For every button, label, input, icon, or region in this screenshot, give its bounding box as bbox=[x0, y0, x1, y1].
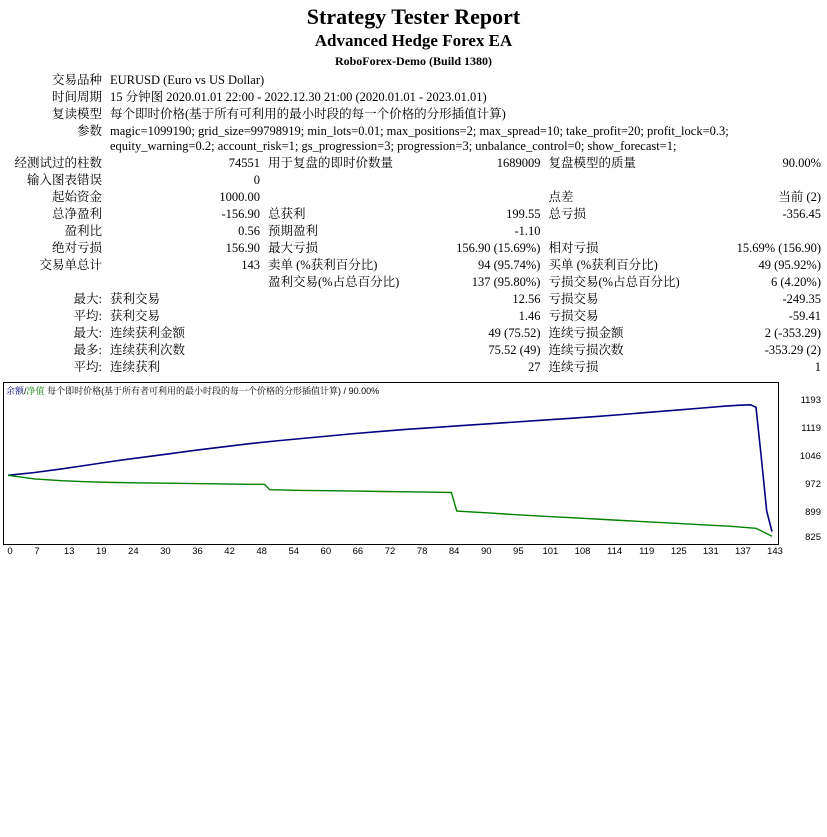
y-tick: 1119 bbox=[801, 423, 821, 434]
average-profit-value: 1.46 bbox=[518, 309, 541, 323]
stats-table bbox=[2, 155, 825, 376]
x-tick: 24 bbox=[128, 546, 139, 557]
total-trades-label: 交易单总计 bbox=[39, 258, 102, 272]
table-row bbox=[2, 206, 825, 223]
table-row bbox=[2, 172, 825, 189]
x-tick: 0 bbox=[7, 546, 13, 557]
table-row bbox=[2, 257, 825, 274]
x-tick: 54 bbox=[288, 546, 300, 557]
table-row bbox=[2, 240, 825, 257]
gross-loss-value: -356.45 bbox=[782, 207, 821, 221]
relative-drawdown-value: 15.69% (156.90) bbox=[736, 241, 821, 255]
gross-profit-label: 总获利 bbox=[268, 207, 306, 221]
table-row bbox=[2, 155, 825, 172]
avg-consecutive-wins-label: 连续获利 bbox=[110, 360, 161, 374]
bars-value: 74551 bbox=[228, 156, 260, 170]
x-tick: 78 bbox=[416, 546, 428, 557]
ea-name: Advanced Hedge Forex EA bbox=[314, 31, 513, 50]
max-consecutive-wins-label: 连续获利金额 bbox=[110, 326, 186, 340]
x-tick: 13 bbox=[63, 546, 75, 557]
x-tick: 95 bbox=[513, 546, 524, 557]
chart-plot-area bbox=[3, 382, 779, 545]
x-tick: 143 bbox=[767, 546, 783, 557]
largest-loss-value: -249.35 bbox=[782, 292, 821, 306]
mismatch-value: 0 bbox=[253, 173, 260, 187]
avg-consecutive-losses-value: 1 bbox=[814, 360, 821, 374]
table-row bbox=[2, 342, 825, 359]
profit-factor-label: 盈利比 bbox=[64, 224, 102, 238]
average-label: 平均: bbox=[73, 309, 102, 323]
total-net-profit-value: -156.90 bbox=[221, 207, 260, 221]
short-positions-value: 94 (95.74%) bbox=[477, 258, 541, 272]
model-label: 复读模型 bbox=[51, 107, 102, 121]
chart-legend bbox=[6, 384, 379, 397]
gross-profit-value: 199.55 bbox=[506, 207, 541, 221]
legend-balance: 余额 bbox=[6, 386, 25, 396]
maximal-consecutive-profit-value: 75.52 (49) bbox=[488, 343, 541, 357]
y-tick: 1046 bbox=[799, 451, 821, 462]
table-row bbox=[2, 325, 825, 342]
x-tick: 131 bbox=[702, 546, 719, 557]
period-label: 时间周期 bbox=[51, 90, 102, 104]
equity-chart bbox=[3, 382, 824, 559]
x-tick: 72 bbox=[384, 546, 396, 557]
y-tick: 972 bbox=[805, 479, 821, 490]
y-tick: 825 bbox=[805, 532, 821, 543]
profit-factor-value: 0.56 bbox=[238, 224, 260, 238]
loss-trades-value: 6 (4.20%) bbox=[771, 275, 821, 289]
initial-deposit-label: 起始资金 bbox=[51, 190, 102, 204]
maximal-consecutive-profit-label: 连续获利次数 bbox=[110, 343, 186, 357]
profit-trades-value: 137 (95.80%) bbox=[471, 275, 541, 289]
page-title: Strategy Tester Report bbox=[306, 4, 521, 29]
table-row bbox=[2, 189, 825, 206]
gross-loss-label: 总亏损 bbox=[548, 207, 586, 221]
chart-svg bbox=[4, 383, 778, 544]
x-tick: 30 bbox=[160, 546, 171, 557]
legend-separator: / bbox=[24, 386, 27, 396]
symbol-value: EURUSD (Euro vs US Dollar) bbox=[110, 73, 265, 87]
parameters-line-2: equity_warning=0.2; account_risk=1; gs_progression=3; progression=3; unbalance_control=0; show_forecast=1; bbox=[110, 139, 677, 153]
maximal-drawdown-label: 最大亏损 bbox=[268, 241, 319, 255]
short-positions-label: 卖单 (%获利百分比) bbox=[268, 258, 378, 272]
x-tick: 137 bbox=[734, 546, 751, 557]
x-tick: 66 bbox=[352, 546, 364, 557]
profit-trades-label: 盈利交易(%占总百分比) bbox=[268, 275, 400, 289]
table-row bbox=[2, 308, 825, 325]
expected-payoff-value: -1.10 bbox=[514, 224, 541, 238]
average-profit-label: 获利交易 bbox=[110, 309, 161, 323]
largest-profit-value: 12.56 bbox=[512, 292, 541, 306]
table-row bbox=[2, 359, 825, 376]
x-tick: 42 bbox=[224, 546, 235, 557]
spread-value: 当前 (2) bbox=[778, 190, 821, 204]
x-tick: 19 bbox=[95, 546, 107, 557]
expected-payoff-label: 预期盈利 bbox=[268, 224, 319, 238]
max-consecutive-losses-value: 2 (-353.29) bbox=[764, 326, 821, 340]
maximum-label: 最大: bbox=[73, 326, 102, 340]
long-positions-label: 买单 (%获利百分比) bbox=[548, 258, 658, 272]
x-tick: 101 bbox=[542, 546, 559, 557]
ticks-label: 用于复盘的即时价数量 bbox=[268, 156, 394, 170]
period-value: 15 分钟图 2020.01.01 22:00 - 2022.12.30 21:00 (2020.01.01 - 2023.01.01) bbox=[110, 90, 487, 104]
avg-label: 平均: bbox=[73, 360, 102, 374]
avg-consecutive-wins-value: 27 bbox=[527, 360, 541, 374]
ticks-value: 1689009 bbox=[496, 156, 541, 170]
x-tick: 90 bbox=[480, 546, 492, 557]
maximal-consecutive-loss-value: -353.29 (2) bbox=[764, 343, 821, 357]
x-tick: 7 bbox=[34, 546, 40, 557]
long-positions-value: 49 (95.92%) bbox=[758, 258, 821, 272]
x-tick: 119 bbox=[639, 546, 655, 557]
table-row bbox=[2, 123, 825, 155]
spread-label: 点差 bbox=[548, 190, 574, 204]
legend-model-text: 每个即时价格(基于所有者可利用的最小时段的每一个价格的分形插值计算) / 90.00% bbox=[47, 386, 380, 396]
chart-y-axis bbox=[781, 382, 821, 545]
max-consecutive-losses-label: 连续亏损金额 bbox=[548, 326, 624, 340]
report-header bbox=[0, 0, 827, 72]
maximal-consecutive-loss-label: 连续亏损次数 bbox=[548, 343, 624, 357]
relative-drawdown-label: 相对亏损 bbox=[548, 241, 599, 255]
bars-label: 经测试过的柱数 bbox=[14, 156, 102, 170]
parameters-line-1: magic=1099190; grid_size=99798919; min_lots=0.01; max_positions=2; max_spread=10; take_profit=20; profit_lock=0.3; bbox=[110, 124, 729, 138]
average-loss-value: -59.41 bbox=[788, 309, 821, 323]
x-tick: 125 bbox=[670, 546, 687, 557]
avg-consecutive-losses-label: 连续亏损 bbox=[548, 360, 599, 374]
parameters-label: 参数 bbox=[76, 124, 102, 138]
total-trades-value: 143 bbox=[241, 258, 260, 272]
table-row bbox=[2, 291, 825, 308]
largest-label: 最大: bbox=[73, 292, 102, 306]
info-table bbox=[2, 72, 825, 155]
broker-build: RoboForex-Demo (Build 1380) bbox=[334, 54, 493, 68]
largest-loss-label: 亏损交易 bbox=[548, 292, 599, 306]
x-tick: 60 bbox=[320, 546, 332, 557]
x-tick: 108 bbox=[574, 546, 591, 557]
mismatch-label: 输入图表错误 bbox=[26, 173, 102, 187]
table-row bbox=[2, 274, 825, 291]
absolute-drawdown-label: 绝对亏损 bbox=[51, 241, 102, 255]
max-consecutive-wins-value: 49 (75.52) bbox=[488, 326, 541, 340]
x-tick: 48 bbox=[256, 546, 267, 557]
legend-equity: 净值 bbox=[26, 386, 45, 396]
y-tick: 899 bbox=[805, 507, 821, 518]
absolute-drawdown-value: 156.90 bbox=[225, 241, 260, 255]
x-tick: 114 bbox=[607, 546, 623, 557]
model-value: 每个即时价格(基于所有可利用的最小时段的每一个价格的分形插值计算) bbox=[110, 107, 506, 121]
symbol-label: 交易品种 bbox=[51, 73, 102, 87]
table-row bbox=[2, 89, 825, 106]
initial-deposit-value: 1000.00 bbox=[219, 190, 260, 204]
maximal-label: 最多: bbox=[73, 343, 102, 357]
table-row bbox=[2, 72, 825, 89]
chart-x-axis bbox=[3, 545, 783, 559]
quality-label: 复盘模型的质量 bbox=[548, 156, 636, 170]
average-loss-label: 亏损交易 bbox=[548, 309, 599, 323]
y-tick: 1193 bbox=[800, 395, 821, 406]
x-tick: 36 bbox=[192, 546, 203, 557]
total-net-profit-label: 总净盈利 bbox=[51, 207, 102, 221]
maximal-drawdown-value: 156.90 (15.69%) bbox=[456, 241, 541, 255]
table-row bbox=[2, 223, 825, 240]
quality-value: 90.00% bbox=[782, 156, 821, 170]
loss-trades-label: 亏损交易(%占总百分比) bbox=[548, 275, 680, 289]
largest-profit-label: 获利交易 bbox=[110, 292, 161, 306]
table-row bbox=[2, 106, 825, 123]
x-tick: 84 bbox=[448, 546, 460, 557]
